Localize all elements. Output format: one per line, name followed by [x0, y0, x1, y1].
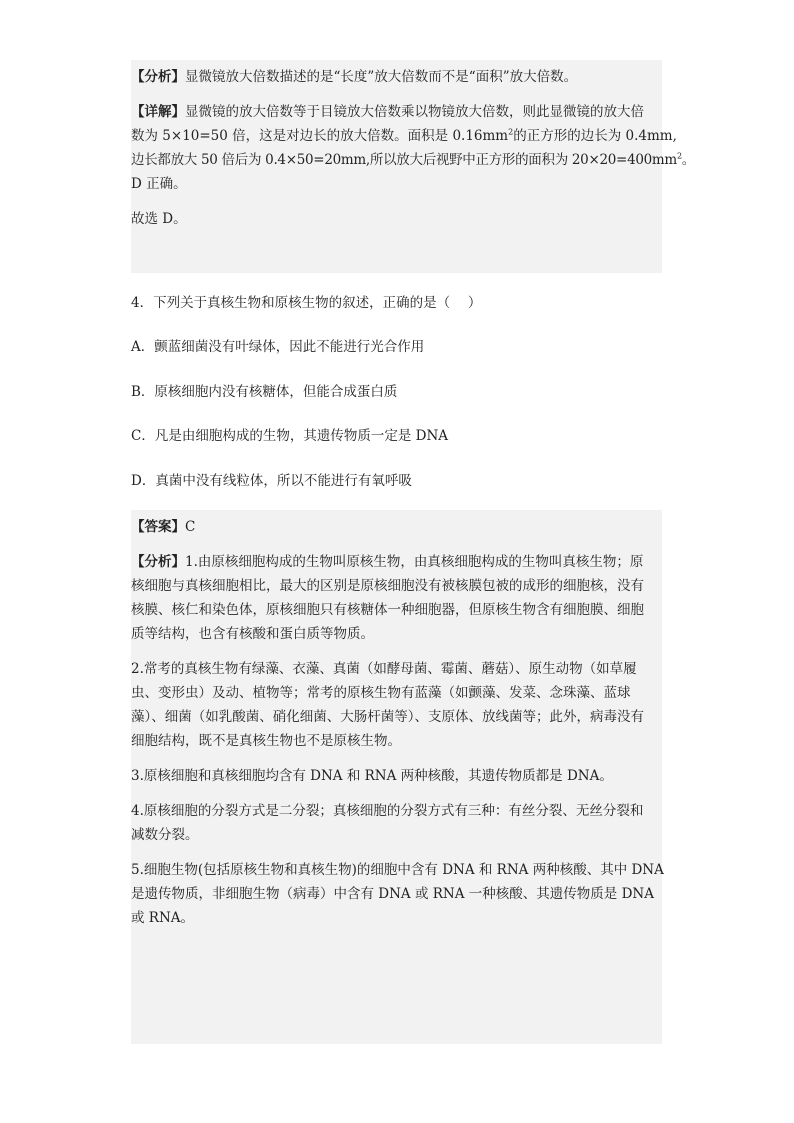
analysis-line: 细胞结构，既不是真核生物也不是原核生物。 [131, 733, 401, 749]
analysis-line: 虫、变形虫）及动、植物等；常考的原核生物有蓝藻（如颤藻、发菜、念珠藻、蓝球 [131, 685, 631, 701]
q3-analysis [131, 60, 662, 89]
q3-conclusion [131, 207, 662, 231]
analysis-line: 质等结构，也含有核酸和蛋白质等物质。 [131, 626, 374, 642]
analysis-line: 或 RNA。 [131, 910, 195, 926]
detail-line: D 正确。 [131, 176, 187, 192]
detail-label: 【详解】 [131, 104, 185, 120]
detail-line: 数为 5×10=50 倍，这是对边长的放大倍数。面积是 0.16mm [131, 128, 509, 144]
analysis-label: 【分析】 [131, 69, 185, 85]
analysis-text: 显微镜放大倍数描述的是“长度”放大倍数而不是“面积”放大倍数。 [185, 69, 578, 85]
q4-option-a: A．颤蓝细菌没有叶绿体，因此不能进行光合作用 [131, 339, 425, 355]
answer-value: C [185, 519, 196, 535]
analysis-line: 5.细胞生物(包括原核生物和真核生物)的细胞中含有 DNA 和 RNA 两种核酸、其中 DNA [131, 862, 664, 878]
analysis-line: 减数分裂。 [131, 827, 199, 843]
analysis-line: 3.原核细胞和真核细胞均含有 DNA 和 RNA 两种核酸，其遗传物质都是 DNA。 [131, 768, 613, 784]
analysis-line: 是遗传物质，非细胞生物（病毒）中含有 DNA 或 RNA 一种核酸、其遗传物质是 DNA [131, 886, 654, 902]
q4-option-d: D．真菌中没有线粒体，所以不能进行有氧呼吸 [131, 473, 412, 489]
superscript: 2 [508, 127, 514, 137]
q4-stem: 4．下列关于真核生物和原核生物的叙述，正确的是（ ） [131, 295, 482, 311]
q4-analysis-p5 [131, 858, 662, 930]
q4-option-b: B．原核细胞内没有核糖体，但能合成蛋白质 [131, 384, 398, 400]
detail-line-tail: 的正方形的边长为 0.4mm, [513, 128, 677, 144]
q4-analysis-p3 [131, 764, 662, 788]
detail-line: 显微镜的放大倍数等于目镜放大倍数乘以物镜放大倍数，则此显微镜的放大倍 [185, 104, 644, 120]
analysis-line: 1.由原核细胞构成的生物叫原核生物，由真核细胞构成的生物叫真核生物；原 [185, 554, 644, 570]
analysis-line: 藻）、细菌（如乳酸菌、硝化细菌、大肠杆菌等）、支原体、放线菌等；此外，病毒没有 [131, 709, 644, 725]
q3-detail [131, 100, 695, 196]
analysis-line: 核细胞与真核细胞相比，最大的区别是原核细胞没有被核膜包被的成形的细胞核，没有 [131, 578, 644, 594]
q4-option-c: C．凡是由细胞构成的生物，其遗传物质一定是 DNA [131, 428, 449, 444]
detail-line-tail: 。 [681, 152, 695, 168]
q4-explanation-block [131, 510, 662, 1044]
analysis-label: 【分析】 [131, 554, 185, 570]
q4-analysis-p1 [131, 550, 662, 646]
conclusion-text: 故选 D。 [131, 211, 187, 227]
q3-explanation-block [131, 60, 695, 273]
analysis-line: 核膜、核仁和染色体，原核细胞只有核糖体一种细胞器，但原核生物含有细胞膜、细胞 [131, 602, 644, 618]
q4-answer [131, 510, 662, 539]
analysis-line: 2.常考的真核生物有绿藻、衣藻、真菌（如酵母菌、霉菌、蘑菇）、原生动物（如草履 [131, 661, 637, 677]
analysis-line: 4.原核细胞的分裂方式是二分裂；真核细胞的分裂方式有三种：有丝分裂、无丝分裂和 [131, 803, 644, 819]
detail-line: 边长都放大 50 倍后为 0.4×50=20mm,所以放大后视野中正方形的面积为 20×20=400mm [131, 152, 677, 168]
q4-analysis-p2 [131, 657, 662, 753]
q4-analysis-p4 [131, 799, 662, 847]
superscript: 2 [676, 151, 682, 161]
answer-label: 【答案】 [131, 519, 185, 535]
